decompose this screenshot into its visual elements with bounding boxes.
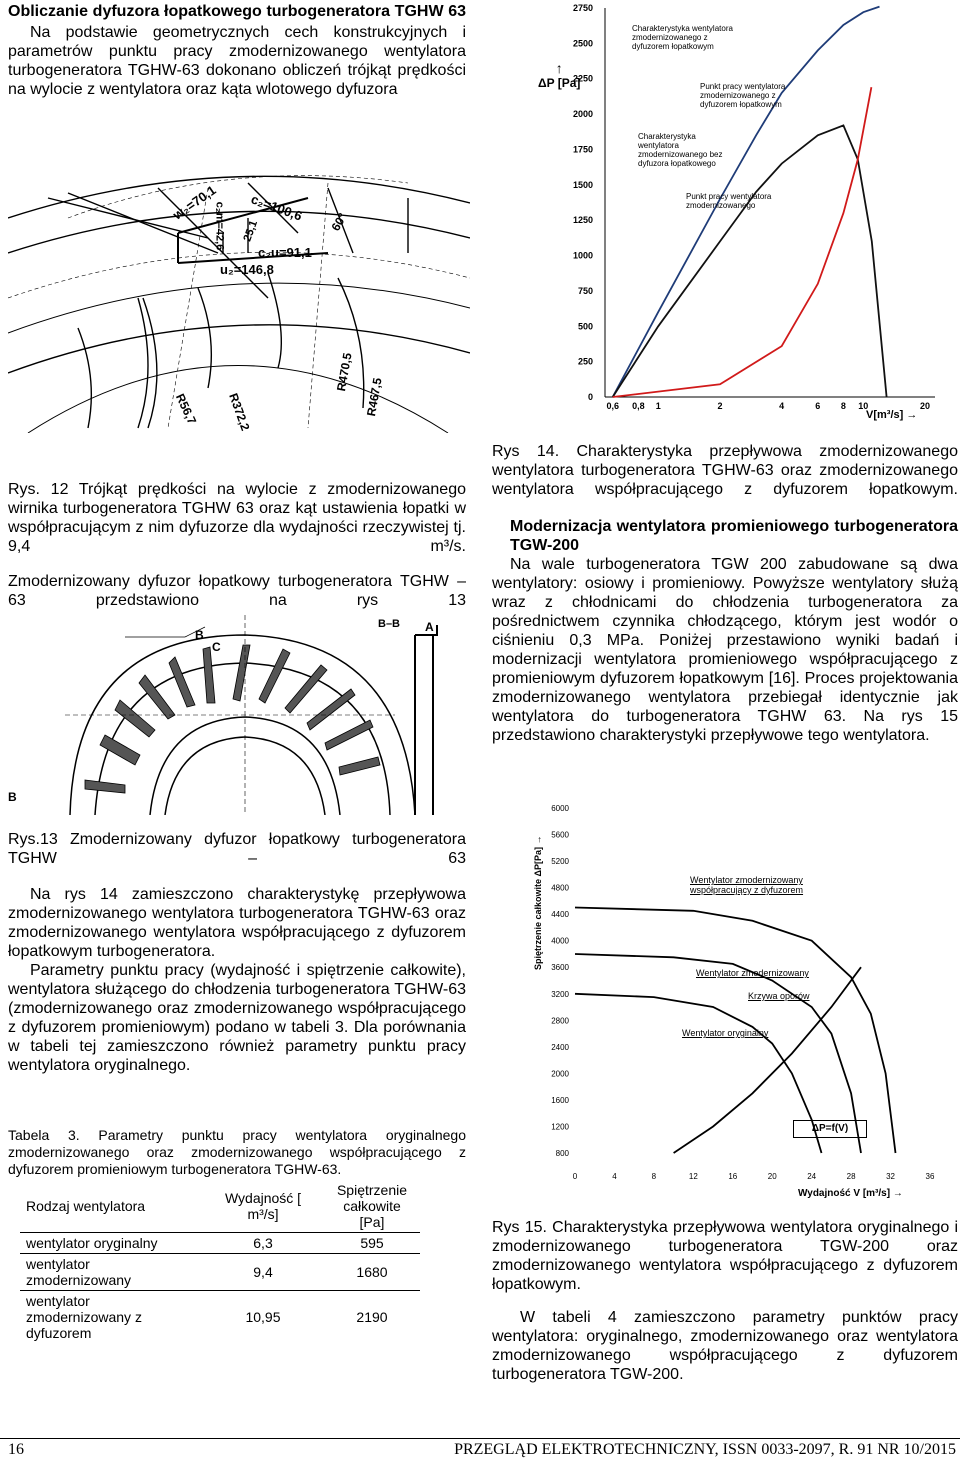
fig13-label-c: C (212, 640, 221, 654)
fig12-label-r3722: R372,2 (226, 391, 253, 433)
y-tick-label: 2000 (551, 1069, 569, 1079)
y-tick-label: 2250 (572, 73, 593, 84)
table3-header-row (20, 1180, 420, 1233)
fig12-label-r4705: R470,5 (334, 351, 355, 393)
fig12-label-u2: u₂=146,8 (220, 262, 274, 277)
x-tick-label: 8 (651, 1172, 657, 1181)
table3-header-cell: Spiętrzenie całkowite [Pa] (324, 1180, 420, 1233)
x-tick-label: 20 (919, 401, 931, 411)
chart1-ylabel: ↑ ΔP [Pa] (538, 60, 581, 90)
para2: Zmodernizowany dyfuzor łopatkowy turbogeneratora TGHW – 63 przedstawiono na rys 13 (8, 573, 466, 609)
table3-cell: 2190 (356, 1309, 388, 1325)
y-tick-label: 250 (577, 356, 593, 367)
table-row (20, 1233, 420, 1254)
fig13-caption: Rys.13 Zmodernizowany dyfuzor łopatkowy turbogeneratora TGHW – 63 (8, 831, 466, 867)
fig12-label-c2u: c₂u=91,1 (258, 245, 312, 260)
y-tick-label: 750 (577, 285, 593, 296)
y-tick-label: 3200 (551, 989, 569, 999)
table3-cell: 1680 (324, 1254, 420, 1291)
chart2-annotation: Wentylator zmodernizowany (696, 968, 809, 978)
fig13-label-bb: B–B (378, 618, 401, 630)
y-tick-label: 1200 (551, 1122, 569, 1132)
table3-cell: 6,3 (202, 1233, 324, 1254)
chart-fig15 (520, 800, 960, 1205)
x-tick-label: 0,6 (606, 401, 620, 411)
y-tick-label: 3600 (551, 963, 569, 973)
x-tick-label: 16 (728, 1172, 738, 1181)
x-tick-label: 12 (688, 1172, 698, 1181)
y-tick-label: 4400 (551, 910, 569, 920)
fig12-label-r4675: R467,5 (364, 376, 385, 418)
chart2-annotation: Wentylator oryginalny (682, 1028, 769, 1038)
page-number: 16 (8, 1441, 24, 1458)
fig12-label-w2: w₂=70,1 (170, 182, 219, 223)
para5: Na wale turbogeneratora TGW 200 zabudowane są dwa wentylatory: osiowy i promieniowy. Powyższe wentylatory służą wraz z chłodnicami do chłodzenia turbogeneratora za pośrednictwem czynnika chłodzącego, którym jest wodór o ciśnieniu 0,3 MPa. Poniżej przestawiono wyniki badań i modernizacji wentylatora promieniowego współpracującego z promieniowym dyfuzorem łopatkowym [16]. Proces projektowania zmodernizowanego wentylatora przebiegał identycznie jak wentylatora do turbogeneratora TGHW 63. Na rys 15 przedstawiono charakterystyki przepływowe tego wentylatora. (492, 556, 958, 744)
y-tick-label: 4000 (551, 936, 569, 946)
fig13-drawing (65, 615, 460, 815)
y-tick-label: 5200 (551, 857, 569, 867)
fig12-label-25: 25,1 (241, 218, 261, 244)
footer-rule (0, 1438, 960, 1439)
y-tick-label: 2750 (572, 3, 593, 13)
table3-cell: 9,4 (202, 1254, 324, 1291)
fig13-label-a: A (425, 620, 434, 634)
chart2-annotation: Krzywa oporów (748, 991, 810, 1001)
y-tick-label: 1750 (572, 144, 593, 155)
fig12-label-c2m: c₂m=42,6 (213, 201, 226, 251)
table3-caption: Tabela 3. Parametry punktu pracy wentylatora oryginalnego zmodernizowanego oraz zmodernizowanego współpracującego z dyfuzorem promieniowym turbogeneratora TGHW-63. (8, 1127, 466, 1177)
chart1-xlabel: V[m³/s] → (866, 409, 918, 421)
para3-block (8, 885, 466, 1075)
x-tick-label: 32 (886, 1172, 896, 1181)
section2 (492, 517, 958, 745)
table-row (20, 1254, 420, 1291)
para4: Parametry punktu pracy (wydajność i spiętrzenie całkowite), wentylatora służącego do chłodzenia turbogeneratora TGHW-63 (zmodernizowanego oraz zmodernizowanego współpracującego z dyfuzorem promieniowym) podano w tabeli 3. Dla porównania w tabeli tej zamieszczono również parametry punktu pracy wentylatora oryginalnego. (8, 962, 466, 1074)
journal-footer: PRZEGLĄD ELEKTROTECHNICZNY, ISSN 0033-2097, R. 91 NR 10/2015 (454, 1441, 956, 1458)
chart1-series-label: Charakterystyka wentylatora zmodernizowanego z dyfuzorem łopatkowym (632, 24, 733, 51)
y-tick-label: 2800 (551, 1016, 569, 1026)
chart1-annotation: Punkt pracy wentylatora zmodernizowanego z dyfuzorem łopatkowym (700, 82, 786, 109)
y-tick-label: 500 (577, 321, 593, 332)
y-tick-label: 2400 (551, 1042, 569, 1052)
chart1-annotation: Punkt pracy wentylatora zmodernizowanego (686, 192, 772, 210)
y-tick-label: 2000 (572, 109, 593, 120)
chart2-legend-box: ΔP=f(V) (793, 1120, 867, 1138)
section1-title: Obliczanie dyfuzora łopatkowego turbogeneratora TGHW 63 (8, 3, 466, 20)
fig12-label-r567: R56,7 (172, 391, 200, 427)
table3-cell: wentylator zmodernizowany (20, 1254, 202, 1291)
y-tick-label: 2500 (572, 38, 593, 49)
x-tick-label: 20 (767, 1172, 777, 1181)
table3-cell: wentylator zmodernizowany z dyfuzorem (26, 1293, 142, 1341)
table3 (20, 1180, 420, 1343)
chart2-ylabel: Spiętrzenie całkowite ΔP[Pa] → (533, 835, 543, 970)
y-tick-label: 0 (587, 392, 593, 402)
chart1-series-label: Charakterystyka wentylatora zmodernizowanego bez dyfuzora łopatkowego (638, 132, 723, 168)
x-tick-label: 6 (815, 401, 821, 411)
x-tick-label: 24 (807, 1172, 817, 1181)
x-tick-label: 1 (655, 401, 661, 411)
y-tick-label: 1250 (572, 215, 593, 226)
y-tick-label: 1500 (572, 179, 593, 190)
y-tick-label: 1000 (572, 250, 593, 261)
table3-cell: wentylator oryginalny (20, 1233, 202, 1254)
fig13-label-b1: B (195, 628, 204, 642)
table3-header-cell: Wydajność [ m³/s] (202, 1180, 324, 1233)
y-tick-label: 5600 (551, 830, 569, 840)
fig13-label-b2: B (8, 790, 17, 804)
chart2-annotation: Wentylator zmodernizowany współpracujący z dyfuzorem (690, 875, 804, 895)
x-tick-label: 4 (779, 401, 785, 411)
x-tick-label: 8 (840, 401, 846, 411)
x-tick-label: 2 (717, 401, 723, 411)
fig12-label-60: 60° (328, 210, 350, 234)
para6: W tabeli 4 zamieszczono parametry punktów pracy wentylatora: oryginalnego, zmodernizowanego oraz wentylatora zmodernizowanego współpracującego z dyfuzorem turbogeneratora TGW-200. (492, 1309, 958, 1383)
table3-header-cell: Rodzaj wentylatora (20, 1180, 202, 1233)
y-tick-label: 6000 (551, 804, 569, 813)
section2-title: Modernizacja wentylatora promieniowego turbogeneratora TGW-200 (510, 518, 958, 554)
x-tick-label: 4 (612, 1172, 617, 1181)
y-tick-label: 800 (555, 1149, 569, 1158)
para3: Na rys 14 zamieszczono charakterystykę przepływowa zmodernizowanego wentylatora turbogeneratora TGHW-63 oraz zmodernizowanego wentylatora współpracującego z dyfuzorem łopatkowym turbogeneratora. (8, 886, 466, 960)
series-line (575, 994, 822, 1153)
y-tick-label: 1600 (551, 1095, 569, 1105)
section1-para: Na podstawie geometrycznych cech konstrukcyjnych i parametrów punktu pracy zmodernizowanego wentylatora turbogeneratora TGHW-63 dokonano obliczeń trójkąt prędkości na wylocie z wentylatora oraz kąta wlotowego dyfuzora (8, 24, 466, 98)
fig12-label-c2: c₂=100,6 (249, 191, 305, 224)
chart2-xlabel: Wydajność V [m³/s] → (798, 1188, 903, 1199)
table3-cell: 10,95 (245, 1309, 281, 1325)
table-row (20, 1291, 420, 1344)
x-tick-label: 0,8 (632, 401, 645, 411)
section1 (8, 2, 466, 99)
x-tick-label: 36 (925, 1172, 935, 1181)
x-tick-label: 10 (858, 401, 869, 411)
fig12-caption: Rys. 12 Trójkąt prędkości na wylocie z zmodernizowanego wirnika turbogeneratora TGHW 63 oraz kąt ustawienia łopatki w współpracującym z nim dyfuzorze dla wydajności rzeczywistej tj. 9,4 m³/s. (8, 481, 466, 555)
y-tick-label: 4800 (551, 883, 569, 893)
chart-fig14 (525, 0, 960, 432)
fig14-caption: Rys 14. Charakterystyka przepływowa zmodernizowanego wentylatora turbogeneratora TGHW-63 oraz zmodernizowanego wentylatora współpracującego z dyfuzorem łopatkowym. (492, 443, 958, 498)
table3-cell: 595 (324, 1233, 420, 1254)
x-tick-label: 0 (572, 1172, 578, 1181)
x-tick-label: 28 (846, 1172, 856, 1181)
fig15-caption: Rys 15. Charakterystyka przepływowa wentylatora oryginalnego i zmodernizowanego turbogeneratora TGW-200 oraz zmodernizowanego wentylatora współpracującego z dyfuzorem łopatkowym. (492, 1219, 958, 1293)
